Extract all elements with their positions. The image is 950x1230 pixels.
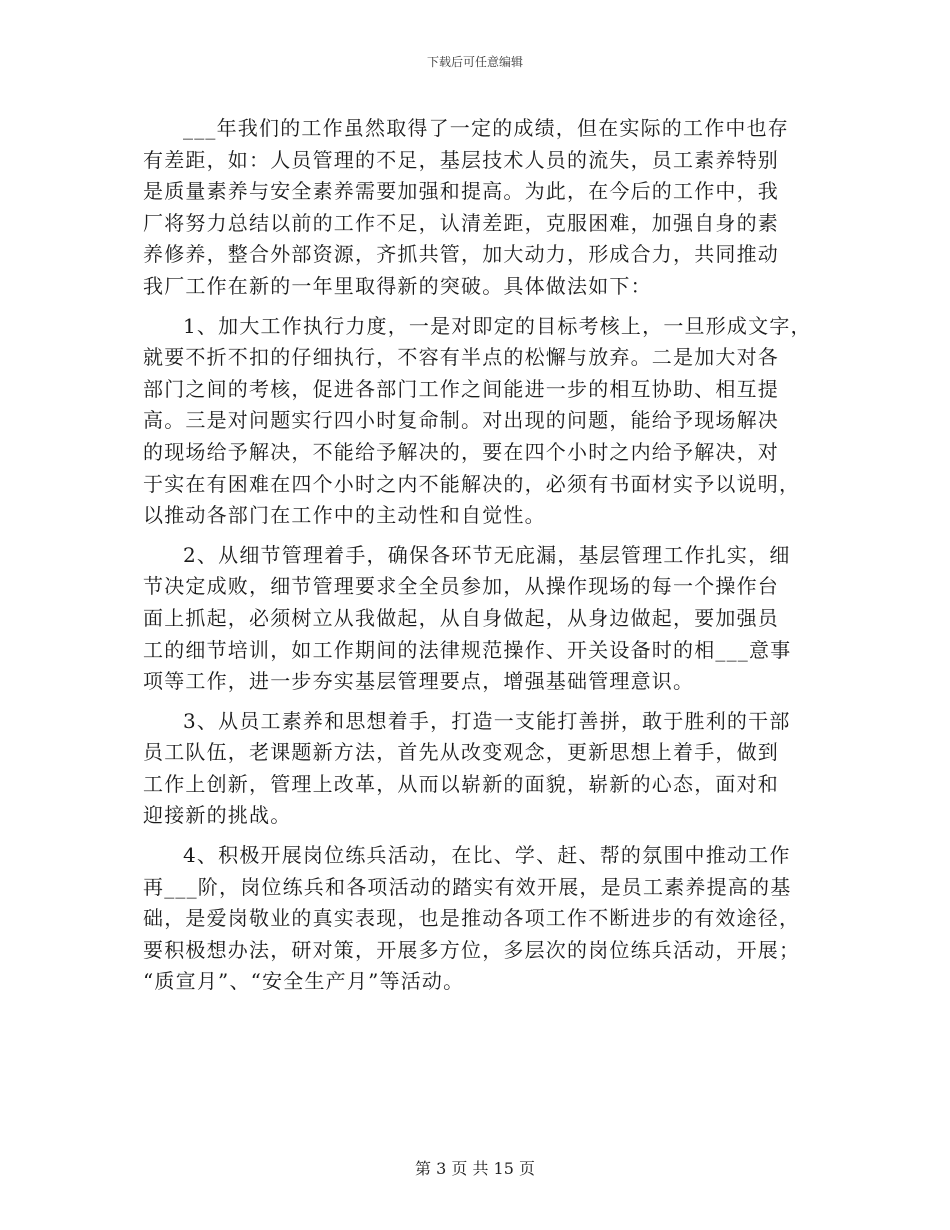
paragraph [143,311,823,532]
text-line: 高。三是对问题实行四小时复命制。对出现的问题，能给予现场解决 [143,408,779,433]
text-line: 再___阶，岗位练兵和各项活动的踏实有效开展，是员工素养提高的基 [143,874,792,899]
text-line: 项等工作，进一步夯实基层管理要点，增强基础管理意识。 [143,669,695,694]
header-note: 下载后可任意编辑 [426,55,523,69]
paragraph [143,113,823,303]
text-line: “质宣月”、“安全生产月”等活动。 [143,969,465,994]
document-body [143,113,823,1006]
text-line: 部门之间的考核，促进各部门工作之间能进一步的相互协助、相互提 [143,376,779,401]
text-line: 的现场给予解决，不能给予解决的，要在四个小时之内给予解决，对 [143,439,779,464]
text-line: 是质量素养与安全素养需要加强和提高。为此，在今后的工作中，我 [143,179,779,204]
text-line: 2、从细节管理着手，确保各环节无庇漏，基层管理工作扎实，细 [183,542,791,567]
text-line: 于实在有困难在四个小时之内不能解决的，必须有书面材实予以说明， [143,471,801,496]
text-line: 工作上创新，管理上改革，从而以崭新的面貌，崭新的心态，面对和 [143,771,779,796]
text-line: 厂将努力总结以前的工作不足，认清差距，克服困难，加强自身的素 [143,210,779,235]
paragraph [143,840,823,998]
text-line: 以推动各部门在工作中的主动性和自觉性。 [143,503,546,528]
text-line: 工的细节培训，如工作期间的法律规范操作、开关设备时的相___意事 [143,637,792,662]
text-line: 有差距，如：人员管理的不足，基层技术人员的流失，员工素养特别 [143,147,779,172]
text-line: 就要不折不扣的仔细执行，不容有半点的松懈与放弃。二是加大对各 [143,345,779,370]
text-line: ___年我们的工作虽然取得了一定的成绩，但在实际的工作中也存 [183,116,789,140]
text-line: 4、积极开展岗位练兵活动，在比、学、赶、帮的氛围中推动工作 [183,843,791,868]
text-line: 节决定成败，细节管理要求全全员参加，从操作现场的每一个操作台 [143,574,779,599]
text-line: 础，是爱岗敬业的真实表现，也是推动各项工作不断进步的有效途径， [143,906,801,931]
text-line: 员工队伍，老课题新方法，首先从改变观念，更新思想上着手，做到 [143,740,779,765]
text-line: 1、加大工作执行力度，一是对即定的目标考核上，一旦形成文字， [183,313,812,338]
text-line: 要积极想办法，研对策，开展多方位，多层次的岗位练兵活动，开展； [143,937,801,962]
paragraph [143,706,823,832]
text-line: 迎接新的挑战。 [143,803,292,828]
text-line: 养修养，整合外部资源，齐抓共管，加大动力，形成合力，共同推动 [143,242,779,267]
text-line: 我厂工作在新的一年里取得新的突破。具体做法如下： [143,273,652,298]
text-line: 3、从员工素养和思想着手，打造一支能打善拼，敢于胜利的干部 [183,708,791,733]
paragraph [143,540,823,698]
page-number: 第 3 页 共 15 页 [415,1159,535,1178]
text-line: 面上抓起，必须树立从我做起，从自身做起，从身边做起，要加强员 [143,605,779,630]
